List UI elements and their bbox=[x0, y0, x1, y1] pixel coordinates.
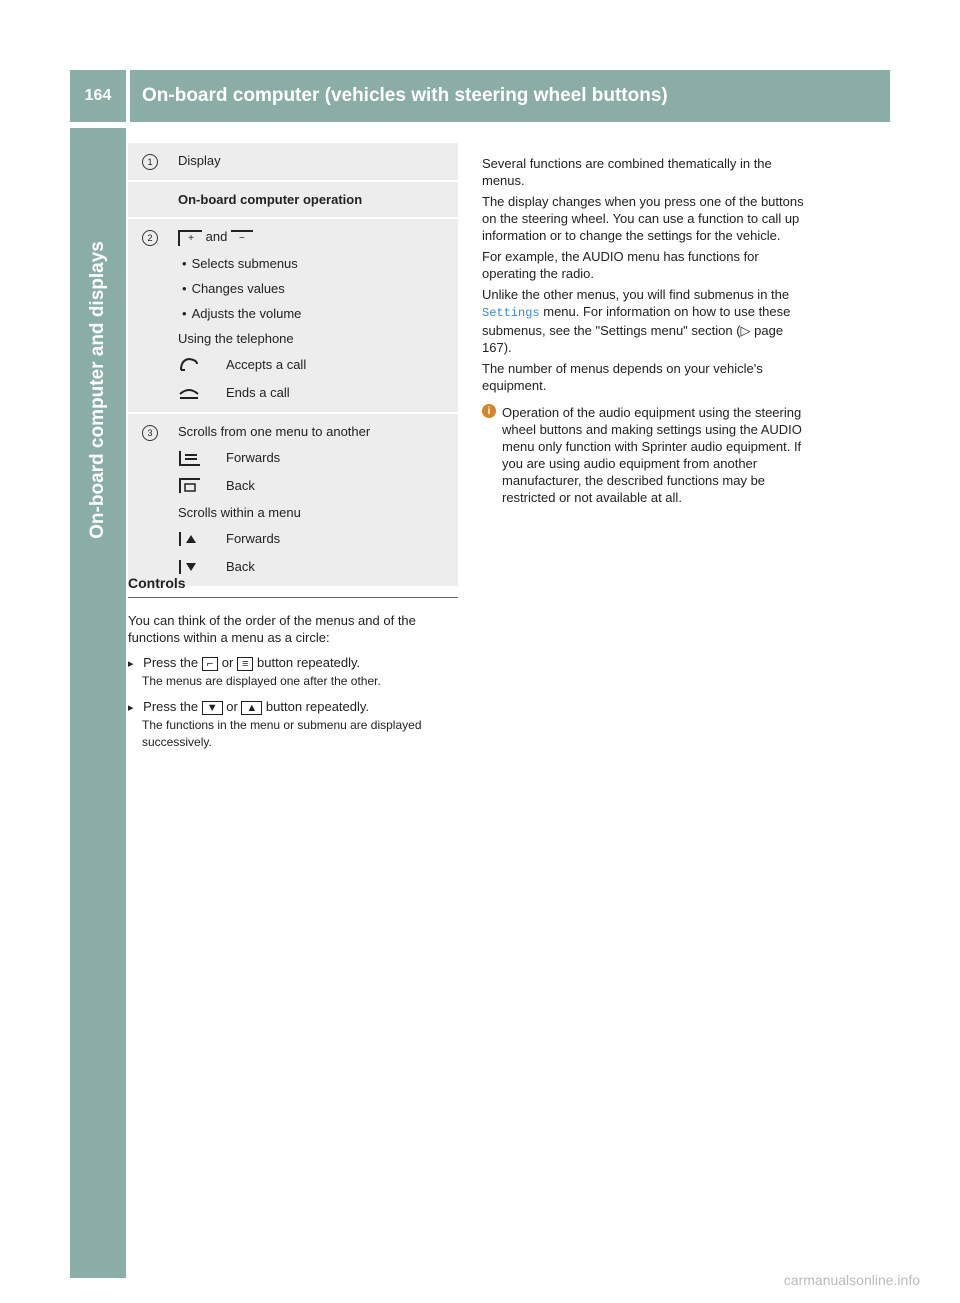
right-column bbox=[482, 155, 812, 506]
forwards-text: Forwards bbox=[226, 531, 281, 546]
controls-intro: You can think of the order of the menus and of the functions within a menu as a circle: bbox=[128, 613, 416, 645]
forwards-text: Forwards bbox=[226, 450, 281, 465]
table-row bbox=[128, 219, 458, 414]
arrow-down-icon bbox=[178, 558, 210, 576]
table-header-row bbox=[128, 182, 458, 219]
list-item: • Adjusts the volume bbox=[182, 306, 450, 321]
callout-number: 1 bbox=[142, 154, 158, 170]
telephone-label: Using the telephone bbox=[178, 330, 294, 346]
info-text: Operation of the audio equipment using the steering wheel buttons and making settings using the AUDIO menu only function with Sprinter audio equipment. If you are using audio equipment from another manufacturer, the described functions may be restricted or not available at all. bbox=[502, 405, 802, 505]
callout-number: 3 bbox=[142, 425, 158, 441]
table-row bbox=[128, 414, 458, 586]
side-tab-label: On-board computer and displays bbox=[87, 241, 108, 539]
minus-icon: − bbox=[231, 230, 253, 246]
menu-forward-icon bbox=[178, 449, 210, 467]
phone-accept-icon bbox=[178, 356, 210, 374]
instruction-step: ▸ Press the ▼ or ▲ button repeatedly. bbox=[128, 698, 460, 717]
plus-icon: + bbox=[178, 230, 202, 246]
list-item: • Changes values bbox=[182, 281, 450, 296]
back-text: Back bbox=[226, 559, 255, 574]
phone-end-icon bbox=[178, 384, 210, 402]
paragraph: The display changes when you press one of the buttons on the steering wheel. You can use a function to call up information or to change the settings for the vehicle. bbox=[482, 194, 804, 243]
settings-link[interactable]: Settings bbox=[482, 306, 540, 320]
paragraph: The number of menus depends on your vehicle's equipment. bbox=[482, 361, 763, 393]
operation-table bbox=[128, 143, 458, 586]
info-note bbox=[482, 404, 812, 506]
arrow-up-key-icon: ▲ bbox=[241, 701, 262, 715]
paragraph: Several functions are combined thematically in the menus. bbox=[482, 156, 772, 188]
paragraph: For example, the AUDIO menu has functions for operating the radio. bbox=[482, 249, 759, 281]
scroll-within-text: Scrolls within a menu bbox=[178, 504, 301, 520]
volume-buttons-line bbox=[178, 229, 450, 246]
info-icon: i bbox=[482, 404, 496, 418]
scroll-menus-text: Scrolls from one menu to another bbox=[178, 423, 371, 439]
table-row bbox=[128, 143, 458, 182]
footer-watermark[interactable]: carmanualsonline.info bbox=[783, 1272, 920, 1288]
arrow-up-icon bbox=[178, 530, 210, 548]
paragraph: Unlike the other menus, you will find submenus in the Settings menu. For information on how to use these submenus, see the "Settings menu" section (▷ page 167). bbox=[482, 287, 791, 355]
instruction-result: The functions in the menu or submenu are displayed successively. bbox=[142, 718, 422, 749]
menu-back-icon bbox=[178, 477, 210, 495]
section-heading: Controls bbox=[128, 575, 458, 598]
page-title: On-board computer (vehicles with steering wheel buttons) bbox=[130, 70, 890, 122]
accept-call-text: Accepts a call bbox=[226, 357, 307, 372]
and-text: and bbox=[205, 229, 228, 244]
callout-number: 2 bbox=[142, 230, 158, 246]
menu-back-key-icon: ⌐ bbox=[202, 657, 218, 671]
end-call-text: Ends a call bbox=[226, 385, 290, 400]
back-text: Back bbox=[226, 478, 255, 493]
table-cell: Display bbox=[178, 153, 221, 168]
controls-body bbox=[128, 612, 460, 751]
list-item: • Selects submenus bbox=[182, 256, 450, 271]
page-number: 164 bbox=[70, 70, 126, 122]
table-header: On-board computer operation bbox=[178, 192, 363, 207]
instruction-step: ▸ Press the ⌐ or ≡ button repeatedly. bbox=[128, 654, 460, 673]
menu-forward-key-icon: ≡ bbox=[237, 657, 253, 671]
arrow-down-key-icon: ▼ bbox=[202, 701, 223, 715]
instruction-result: The menus are displayed one after the other. bbox=[142, 674, 381, 688]
